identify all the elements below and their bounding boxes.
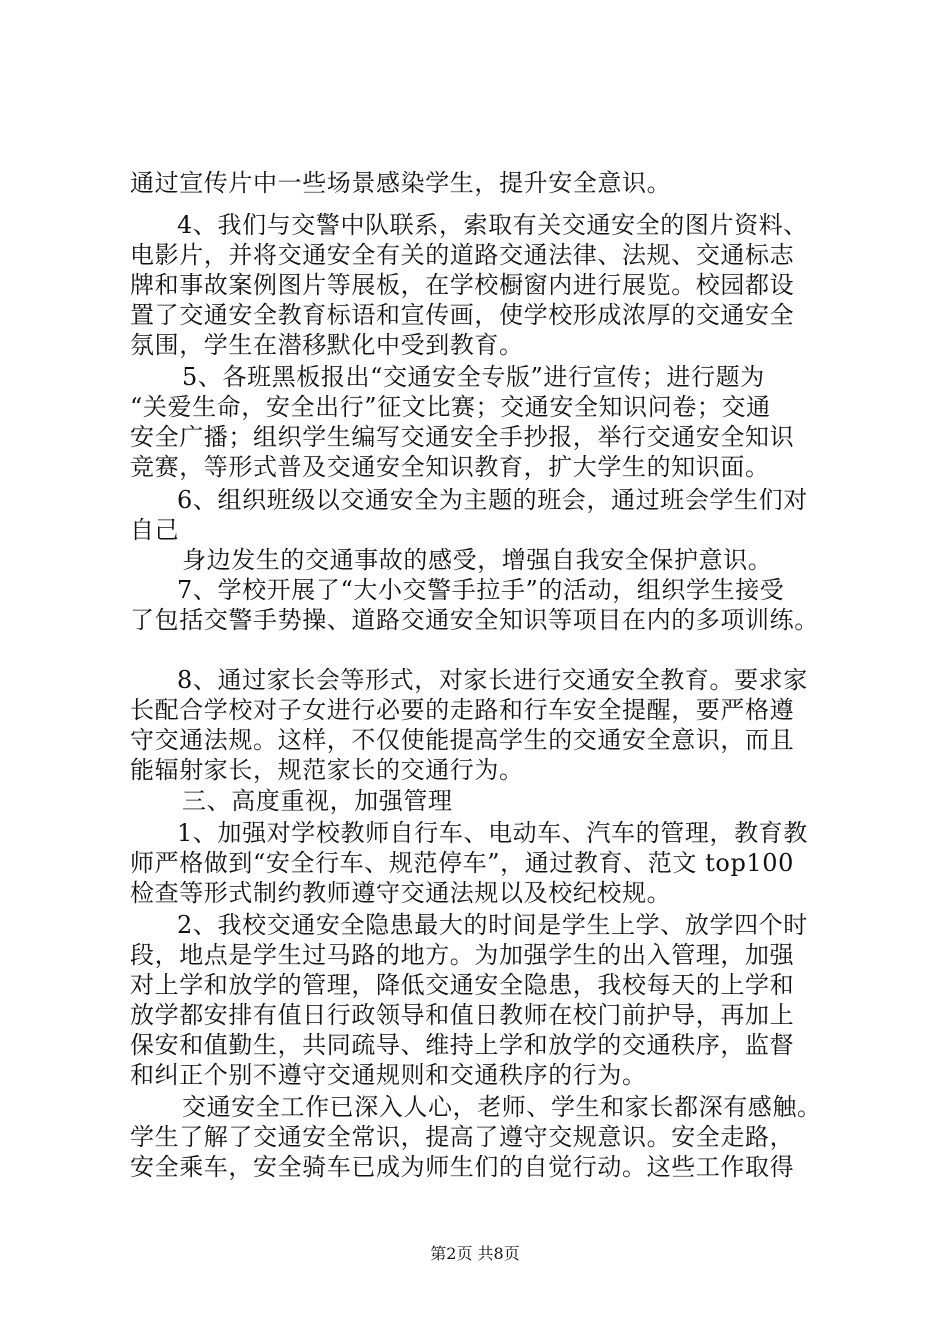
body-line: 6、组织班级以交通安全为主题的班会，通过班会学生们对: [177, 486, 808, 514]
body-line: 电影片，并将交通安全有关的道路交通法律、法规、交通标志: [130, 241, 795, 269]
body-line: 能辐射家长，规范家长的交通行为。: [130, 756, 524, 784]
body-line: 长配合学校对子女进行必要的走路和行车安全提醒，要严格遵: [130, 696, 795, 724]
body-line: 检查等形式制约教师遵守交通法规以及校纪校规。: [130, 879, 672, 907]
section-heading: 三、高度重视，加强管理: [182, 787, 453, 815]
body-line: “关爱生命，安全出行”征文比赛；交通安全知识问卷；交通: [130, 393, 771, 421]
body-line: 保安和值勤生，共同疏导、维持上学和放学的交通秩序，监督: [130, 1031, 795, 1059]
body-line: 2、我校交通安全隐患最大的时间是学生上学、放学四个时: [177, 911, 808, 939]
body-line: 守交通法规。这样，不仅使能提高学生的交通安全意识，而且: [130, 726, 795, 754]
body-line: 交通安全工作已深入人心，老师、学生和家长都深有感触。: [182, 1093, 822, 1121]
body-line: 7、学校开展了“大小交警手拉手”的活动，组织学生接受: [177, 576, 785, 604]
page-number-footer: 第2页 共8页: [430, 1244, 520, 1263]
body-line: 5、各班黑板报出“交通安全专版”进行宣传；进行题为: [182, 363, 765, 391]
body-line: 放学都安排有值日行政领导和值日教师在校门前护导，再加上: [130, 1001, 795, 1029]
body-line: 学生了解了交通安全常识，提高了遵守交规意识。安全走路，: [130, 1123, 795, 1151]
body-line: 了包括交警手势操、道路交通安全知识等项目在内的多项训练。: [130, 606, 819, 634]
body-line: 安全广播；组织学生编写交通安全手抄报，举行交通安全知识: [130, 423, 795, 451]
body-line: 8、通过家长会等形式，对家长进行交通安全教育。要求家: [177, 666, 808, 694]
body-line: 牌和事故案例图片等展板，在学校橱窗内进行展览。校园都设: [130, 271, 795, 299]
body-line: 身边发生的交通事故的感受，增强自我安全保护意识。: [182, 546, 773, 574]
body-line: 氛围，学生在潜移默化中受到教育。: [130, 331, 524, 359]
body-line: 竞赛，等形式普及交通安全知识教育，扩大学生的知识面。: [130, 453, 770, 481]
body-line: 1、加强对学校教师自行车、电动车、汽车的管理，教育教: [177, 819, 808, 847]
body-line: 对上学和放学的管理，降低交通安全隐患，我校每天的上学和: [130, 971, 795, 999]
body-line: 安全乘车，安全骑车已成为师生们的自觉行动。这些工作取得: [130, 1153, 795, 1181]
body-line: 置了交通安全教育标语和宣传画，使学校形成浓厚的交通安全: [130, 301, 795, 329]
body-line: 自己: [130, 516, 180, 544]
body-line: 和纠正个别不遵守交通规则和交通秩序的行为。: [130, 1061, 647, 1089]
body-line: 4、我们与交警中队联系，索取有关交通安全的图片资料、: [177, 211, 808, 239]
body-line: 师严格做到“安全行车、规范停车”，通过教育、范文 top100: [130, 849, 795, 877]
body-line: 段，地点是学生过马路的地方。为加强学生的出入管理，加强: [130, 941, 795, 969]
body-line: 通过宣传片中一些场景感染学生，提升安全意识。: [130, 169, 672, 197]
